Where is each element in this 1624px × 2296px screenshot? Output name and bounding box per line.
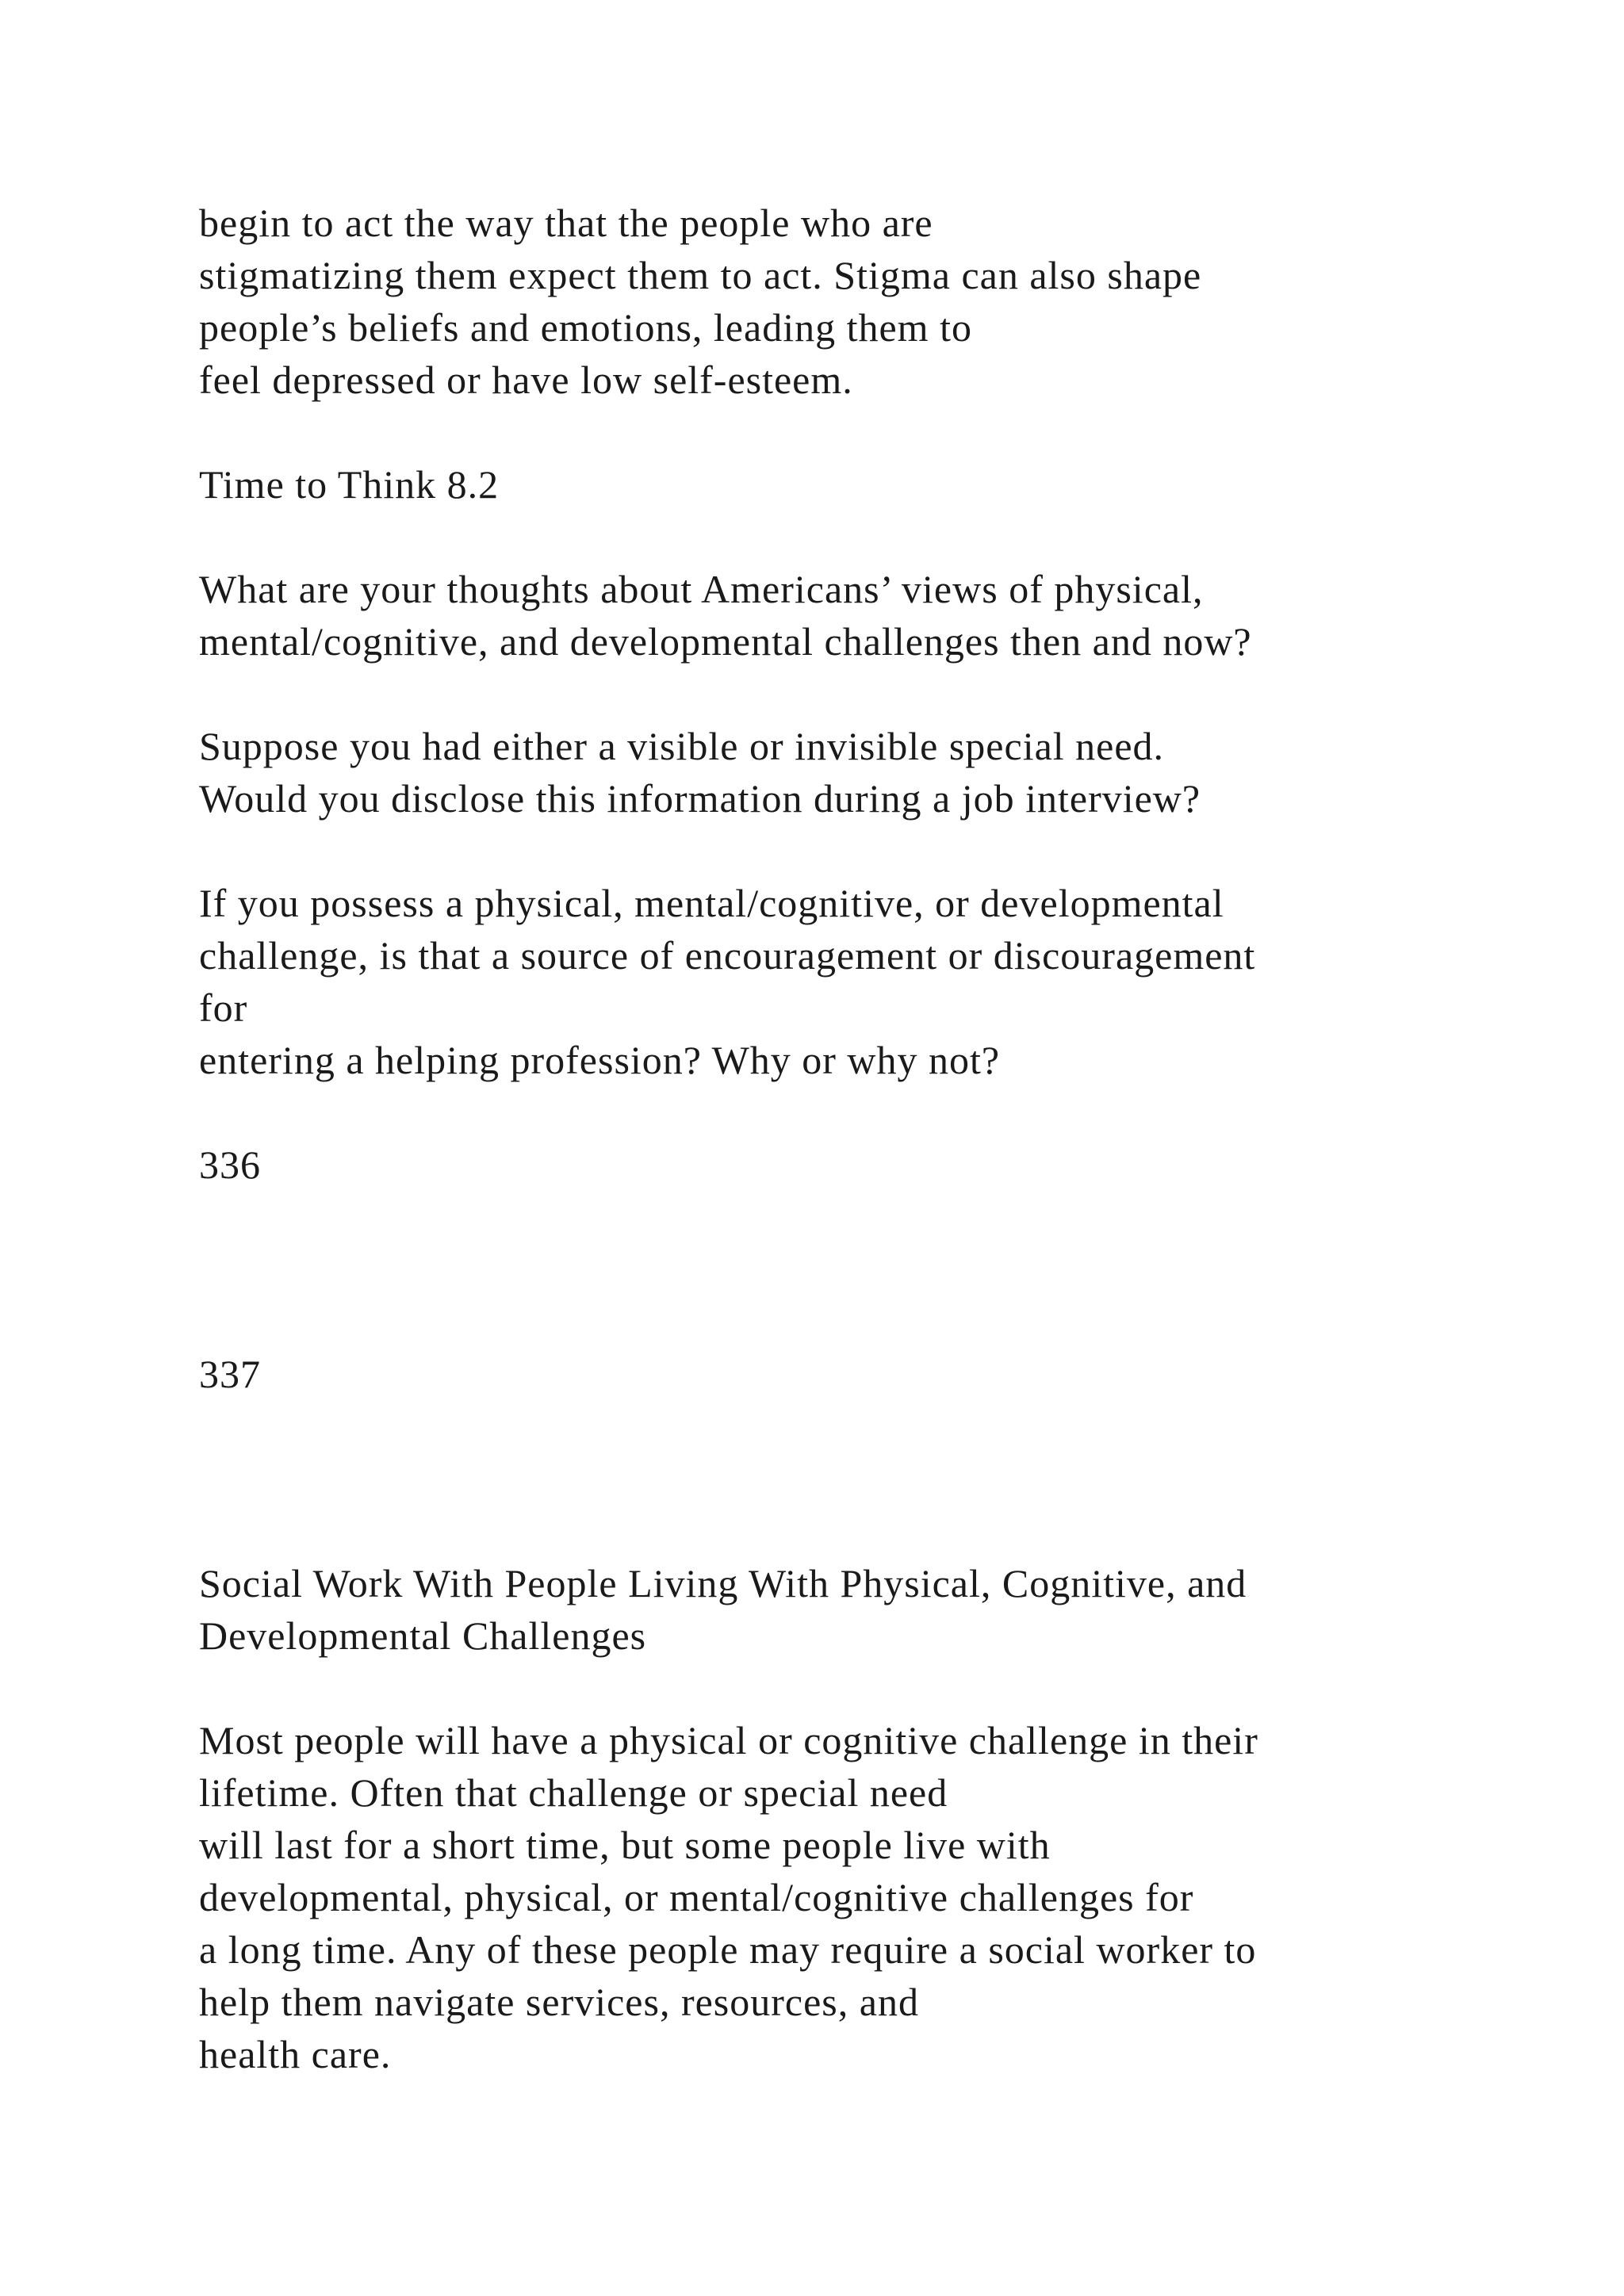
text-line: Most people will have a physical or cognitive challenge in their <box>199 1718 1258 1762</box>
text-line: for <box>199 985 248 1030</box>
text-line: begin to act the way that the people who are <box>199 201 933 245</box>
text-line: Suppose you had either a visible or invisible special need. <box>199 724 1165 768</box>
text-line: feel depressed or have low self-esteem. <box>199 358 853 402</box>
text-line: stigmatizing them expect them to act. Stigma can also shape <box>199 253 1202 297</box>
text-line: help them navigate services, resources, and <box>199 1980 919 2024</box>
text-line: will last for a short time, but some people live with <box>199 1823 1051 1867</box>
text-line: challenge, is that a source of encouragement or discouragement <box>199 933 1256 978</box>
text-line: health care. <box>199 2032 392 2076</box>
text-line: developmental, physical, or mental/cognitive challenges for <box>199 1875 1194 1919</box>
text-line: Developmental Challenges <box>199 1613 647 1658</box>
text-line: entering a helping profession? Why or why not? <box>199 1038 1001 1082</box>
text-line: Would you disclose this information during a job interview? <box>199 776 1201 821</box>
text-line: lifetime. Often that challenge or special need <box>199 1770 948 1815</box>
text-line: a long time. Any of these people may require a social worker to <box>199 1927 1257 1972</box>
text-line: people’s beliefs and emotions, leading them to <box>199 305 972 350</box>
text-line: If you possess a physical, mental/cognitive, or developmental <box>199 881 1224 925</box>
text-line: What are your thoughts about Americans’ views of physical, <box>199 567 1204 611</box>
box-title: Time to Think 8.2 <box>199 462 500 507</box>
page-number: 337 <box>199 1352 261 1396</box>
text-line: Social Work With People Living With Physical, Cognitive, and <box>199 1561 1247 1605</box>
text-line: mental/cognitive, and developmental challenges then and now? <box>199 619 1252 664</box>
page-number: 336 <box>199 1142 261 1187</box>
